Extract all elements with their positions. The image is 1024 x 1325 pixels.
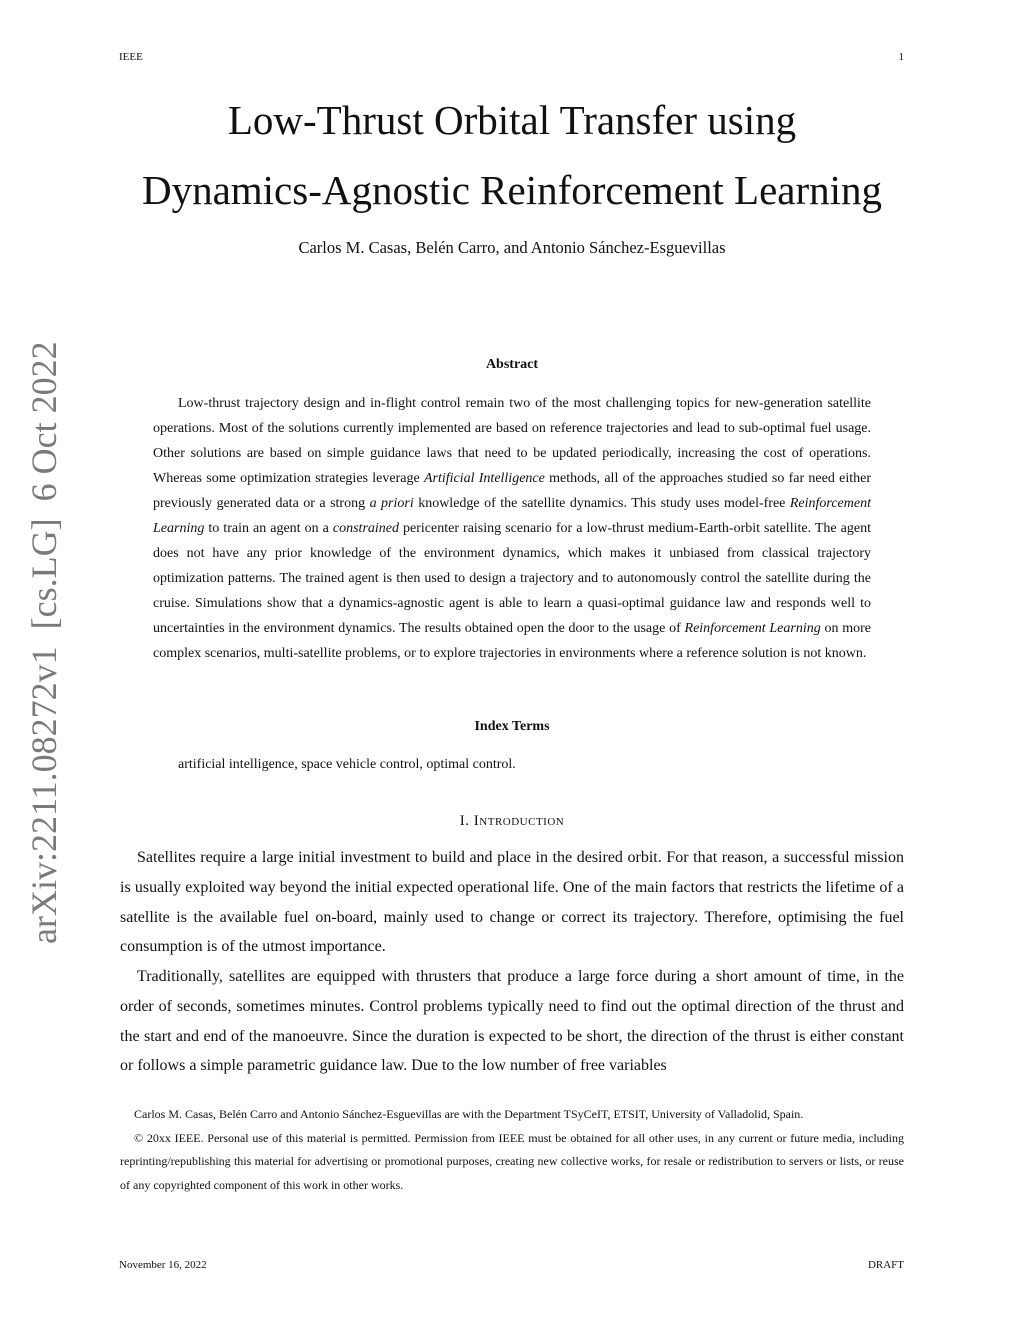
abstract-paragraph: Low-thrust trajectory design and in-flight control remain two of the most challenging topics for new-generation satellite operations. Most of the solutions currently implemented are based on reference trajectories and lead to sub-optimal fuel usage. Other solutions are based on simple guidance laws that need to be updated periodically, increasing the cost of operations. Whereas some optimization strategies leverage Artificial Intelligence methods, all of the approaches studied so far need either previously generated data or a strong a priori knowledge of the satellite dynamics. This study uses model-free Reinforcement Learning to train an agent on a constrained pericenter raising scenario for a low-thrust medium-Earth-orbit satellite. The agent does not have any prior knowledge of the environment dynamics, which makes it unbiased from classical trajectory optimization patterns. The trained agent is then used to design a trajectory and to autonomously control the satellite during the cruise. Simulations show that a dynamics-agnostic agent is able to learn a quasi-optimal guidance law and responds well to uncertainties in the environment dynamics. The results obtained open the door to the usage of Reinforcement Learning on more complex scenarios, multi-satellite problems, or to explore trajectories in environments where a reference solution is not known. (153, 396, 872, 661)
arxiv-date: 6 Oct 2022 (24, 341, 64, 502)
page-number: 1 (898, 51, 904, 63)
footnotes (120, 1103, 904, 1197)
arxiv-stamp (24, 341, 64, 948)
paper-title-line-1: Low-Thrust Orbital Transfer using (227, 97, 797, 143)
footnote-copyright: © 20xx IEEE. Personal use of this material is permitted. Permission from IEEE must be obtained for all other uses, in any current or future media, including reprinting/republishing this material for advertising or promotional purposes, creating new collective works, for resale or redistribution to servers or lists, or reuse of any copyrighted component of this work in other works. (120, 1130, 904, 1192)
abstract-emphasis: constrained (332, 521, 399, 536)
abstract-emphasis: Artificial Intelligence (423, 471, 545, 486)
running-header-journal: IEEE (119, 51, 143, 63)
footnote-affiliation: Carlos M. Casas, Belén Carro and Antonio Sánchez-Esguevillas are with the Department TSyCeIT, ETSIT, University of Valladolid, Spain. (134, 1107, 804, 1121)
abstract-body (153, 391, 871, 666)
abstract-heading: Abstract (485, 357, 539, 372)
footer-status: DRAFT (867, 1259, 904, 1271)
footer-date: November 16, 2022 (119, 1259, 207, 1271)
arxiv-category: [cs.LG] (24, 518, 64, 630)
abstract-emphasis: Reinforcement Learning (153, 496, 871, 536)
author-list: Carlos M. Casas, Belén Carro, and Antonio Sánchez-Esguevillas (298, 238, 726, 257)
section-heading-introduction (60, 813, 964, 830)
intro-paragraph-2: Traditionally, satellites are equipped with thrusters that produce a large force during a short amount of time, in the order of seconds, sometimes minutes. Control problems typically need to find out the optimal direction of the thrust and the start and end of the manoeuvre. Since the duration is expected to be short, the direction of the thrust is either constant or follows a simple parametric guidance law. Due to the low number of free variables (120, 968, 904, 1075)
section-title: Introduction (473, 813, 565, 829)
arxiv-id: arXiv:2211.08272v1 (24, 646, 64, 944)
index-terms-text: artificial intelligence, space vehicle control, optimal control. (178, 757, 516, 772)
abstract-emphasis: Reinforcement Learning (684, 621, 821, 636)
section-number: I. (459, 813, 470, 829)
intro-paragraph-1: Satellites require a large initial investment to build and place in the desired orbit. For that reason, a successful mission is usually exploited way beyond the initial expected operational life. One of the main factors that restricts the lifetime of a satellite is the available fuel on-board, mainly used to change or correct its trajectory. Therefore, optimising the fuel consumption is of the utmost importance. (120, 849, 904, 956)
abstract-emphasis: a priori (369, 496, 414, 511)
index-terms-heading: Index Terms (474, 719, 550, 734)
paper-title-line-2: Dynamics-Agnostic Reinforcement Learning (141, 167, 883, 213)
